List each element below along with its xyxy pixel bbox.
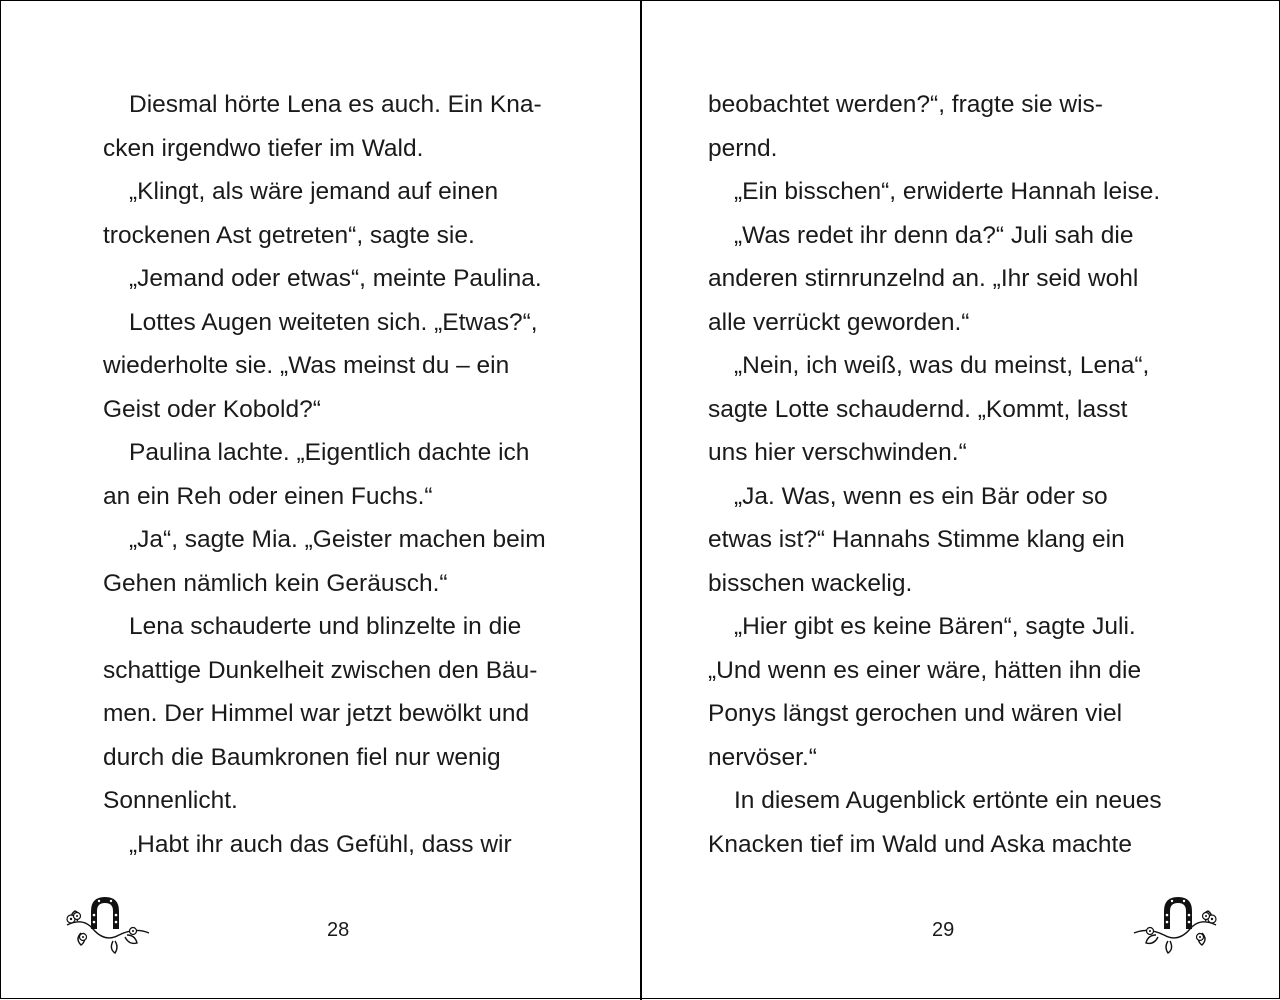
text-line: Lena schauderte und blinzelte in die	[129, 613, 522, 640]
text-line: Ponys längst gerochen und wären viel	[708, 700, 1123, 727]
horseshoe-with-flowers-icon	[1126, 889, 1230, 961]
page-number: 29	[932, 919, 955, 941]
text-line: „Ein bisschen“, erwiderte Hannah leise.	[734, 178, 1161, 205]
left-page	[1, 1, 640, 1000]
text-line: cken irgendwo tiefer im Wald.	[103, 134, 424, 162]
text-line: „Und wenn es einer wäre, hätten ihn die	[708, 656, 1142, 684]
text-line: nervöser.“	[708, 743, 817, 771]
text-line: alle verrückt geworden.“	[708, 308, 970, 336]
text-line: „Was redet ihr denn da?“ Juli sah die	[734, 221, 1134, 249]
text-line: Knacken tief im Wald und Aska machte	[708, 830, 1132, 858]
text-line: sagte Lotte schaudernd. „Kommt, lasst	[708, 395, 1128, 423]
text-line: „Habt ihr auch das Gefühl, dass wir	[129, 830, 512, 858]
text-line: Diesmal hörte Lena es auch. Ein Kna-	[129, 91, 542, 118]
text-line: trockenen Ast getreten“, sagte sie.	[103, 221, 475, 249]
text-line: men. Der Himmel war jetzt bewölkt und	[103, 700, 530, 727]
text-line: wiederholte sie. „Was meinst du – ein	[103, 352, 510, 379]
text-line: „Ja“, sagte Mia. „Geister machen beim	[129, 526, 546, 553]
text-line: „Hier gibt es keine Bären“, sagte Juli.	[734, 613, 1136, 640]
text-line: an ein Reh oder einen Fuchs.“	[103, 482, 433, 510]
text-line: schattige Dunkelheit zwischen den Bäu-	[103, 656, 538, 684]
left-page-text	[103, 83, 546, 866]
text-line: pernd.	[708, 134, 778, 162]
right-page-text	[708, 83, 1162, 866]
text-line: beobachtet werden?“, fragte sie wis-	[708, 91, 1103, 118]
text-line: „Jemand oder etwas“, meinte Paulina.	[129, 265, 542, 292]
text-line: bisschen wackelig.	[708, 569, 913, 597]
text-line: Paulina lachte. „Eigentlich dachte ich	[129, 439, 530, 466]
right-page	[642, 1, 1280, 1000]
text-line: „Klingt, als wäre jemand auf einen	[129, 178, 499, 205]
text-line: Sonnenlicht.	[103, 787, 238, 814]
horseshoe-with-flowers-icon	[53, 889, 157, 961]
page-number: 28	[327, 919, 350, 941]
text-line: Geist oder Kobold?“	[103, 395, 321, 423]
text-line: Gehen nämlich kein Geräusch.“	[103, 569, 448, 597]
text-line: anderen stirnrunzelnd an. „Ihr seid wohl	[708, 265, 1139, 292]
text-line: „Nein, ich weiß, was du meinst, Lena“,	[734, 352, 1150, 379]
text-line: Lottes Augen weiteten sich. „Etwas?“,	[129, 308, 538, 336]
text-line: In diesem Augenblick ertönte ein neues	[734, 787, 1162, 814]
text-line: durch die Baumkronen fiel nur wenig	[103, 743, 501, 771]
text-line: „Ja. Was, wenn es ein Bär oder so	[734, 482, 1108, 510]
text-line: uns hier verschwinden.“	[708, 439, 967, 466]
text-line: etwas ist?“ Hannahs Stimme klang ein	[708, 526, 1125, 553]
